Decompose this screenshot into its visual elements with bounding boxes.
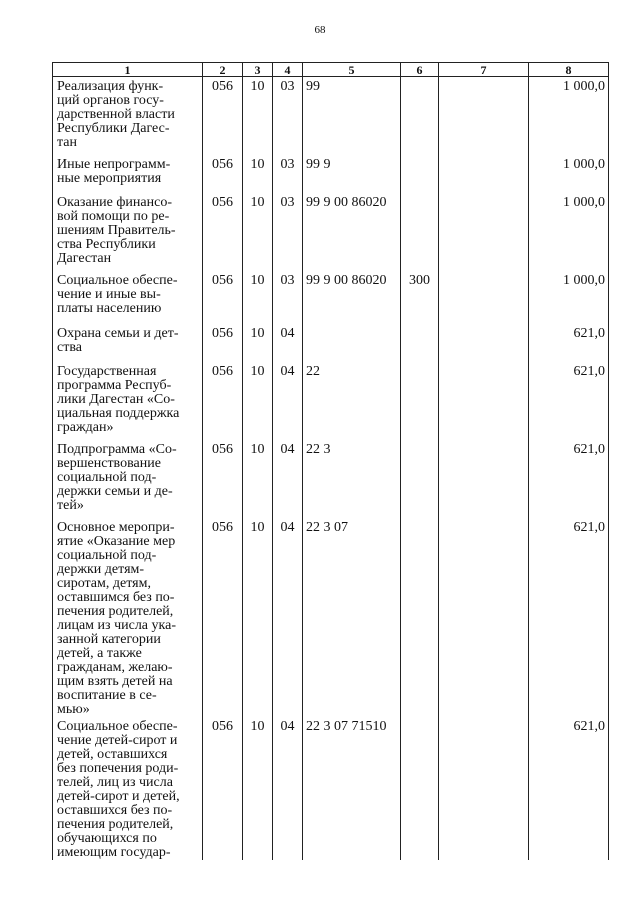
row-col5-cell: 99 9	[303, 155, 401, 193]
row-col6-cell	[401, 362, 439, 440]
table-header-row	[53, 63, 609, 77]
table-row	[53, 717, 609, 860]
row-col7-cell	[439, 193, 529, 271]
row-col2-cell: 056	[203, 77, 243, 155]
row-name-cell: Иные непрограмм- ные мероприятия	[53, 155, 203, 193]
row-col2-cell: 056	[203, 324, 243, 362]
header-col-2: 2	[203, 63, 243, 77]
row-col7-cell	[439, 362, 529, 440]
row-col4-cell: 03	[273, 271, 303, 324]
table-row	[53, 155, 609, 193]
row-col3-cell: 10	[243, 77, 273, 155]
budget-table	[52, 62, 609, 860]
row-col6-cell	[401, 77, 439, 155]
row-col8-cell: 1 000,0	[529, 271, 609, 324]
row-col5-cell: 22 3 07	[303, 518, 401, 717]
header-col-3: 3	[243, 63, 273, 77]
row-col8-cell: 621,0	[529, 362, 609, 440]
row-col8-cell: 621,0	[529, 440, 609, 518]
row-col6-cell	[401, 324, 439, 362]
row-col5-cell	[303, 324, 401, 362]
row-col4-cell: 04	[273, 518, 303, 717]
row-col2-cell: 056	[203, 518, 243, 717]
table-row	[53, 271, 609, 324]
row-col4-cell: 03	[273, 77, 303, 155]
row-col6-cell	[401, 440, 439, 518]
header-col-4: 4	[273, 63, 303, 77]
row-col7-cell	[439, 518, 529, 717]
row-col5-cell: 99 9 00 86020	[303, 193, 401, 271]
row-col4-cell: 04	[273, 362, 303, 440]
row-col5-cell: 22 3 07 71510	[303, 717, 401, 860]
row-col6-cell	[401, 518, 439, 717]
row-name-cell: Основное меропри- ятие «Оказание мер социальной под- держки детям- сиротам, детям, оставшимся без по- печения родителей, лицам из числа ука- занной категории детей, а также гражданам, желаю- щим взять детей на воспитание в се- мью»	[53, 518, 203, 717]
row-name-cell: Охрана семьи и дет- ства	[53, 324, 203, 362]
header-col-5: 5	[303, 63, 401, 77]
row-col5-cell: 22 3	[303, 440, 401, 518]
row-col3-cell: 10	[243, 440, 273, 518]
row-col5-cell: 99	[303, 77, 401, 155]
row-col8-cell: 1 000,0	[529, 155, 609, 193]
row-col2-cell: 056	[203, 271, 243, 324]
row-name-cell: Подпрограмма «Со- вершенствование социальной под- держки семьи и де- тей»	[53, 440, 203, 518]
row-col7-cell	[439, 440, 529, 518]
row-col4-cell: 04	[273, 440, 303, 518]
row-col5-cell: 22	[303, 362, 401, 440]
header-col-6: 6	[401, 63, 439, 77]
row-name-cell: Оказание финансо- вой помощи по ре- шениям Правитель- ства Республики Дагестан	[53, 193, 203, 271]
row-col2-cell: 056	[203, 440, 243, 518]
row-col2-cell: 056	[203, 717, 243, 860]
row-col8-cell: 1 000,0	[529, 77, 609, 155]
row-col6-cell	[401, 717, 439, 860]
row-col8-cell: 621,0	[529, 324, 609, 362]
row-name-cell: Социальное обеспе- чение детей-сирот и детей, оставшихся без попечения роди- телей, лиц из числа детей-сирот и детей, оставшихся без по- печения родителей, обучающихся по имеющим государ-	[53, 717, 203, 860]
row-col2-cell: 056	[203, 193, 243, 271]
table-body	[53, 77, 609, 860]
table-row	[53, 77, 609, 155]
table-row	[53, 324, 609, 362]
row-col7-cell	[439, 717, 529, 860]
row-col4-cell: 03	[273, 193, 303, 271]
row-col7-cell	[439, 77, 529, 155]
row-col4-cell: 04	[273, 324, 303, 362]
row-name-cell: Социальное обеспе- чение и иные вы- платы населению	[53, 271, 203, 324]
table-row	[53, 440, 609, 518]
table-row	[53, 518, 609, 717]
table-row	[53, 362, 609, 440]
header-col-1: 1	[53, 63, 203, 77]
row-col8-cell: 621,0	[529, 518, 609, 717]
row-col3-cell: 10	[243, 362, 273, 440]
row-col3-cell: 10	[243, 717, 273, 860]
table-row	[53, 193, 609, 271]
row-col3-cell: 10	[243, 193, 273, 271]
row-col2-cell: 056	[203, 155, 243, 193]
row-col4-cell: 04	[273, 717, 303, 860]
header-col-8: 8	[529, 63, 609, 77]
header-col-7: 7	[439, 63, 529, 77]
row-col3-cell: 10	[243, 518, 273, 717]
row-col2-cell: 056	[203, 362, 243, 440]
page-number: 68	[314, 24, 326, 36]
row-col7-cell	[439, 271, 529, 324]
row-col7-cell	[439, 155, 529, 193]
row-col3-cell: 10	[243, 155, 273, 193]
row-col8-cell: 1 000,0	[529, 193, 609, 271]
row-name-cell: Государственная программа Респуб- лики Дагестан «Со- циальная поддержка граждан»	[53, 362, 203, 440]
row-col7-cell	[439, 324, 529, 362]
row-col8-cell: 621,0	[529, 717, 609, 860]
row-col6-cell: 300	[401, 271, 439, 324]
row-col4-cell: 03	[273, 155, 303, 193]
row-col3-cell: 10	[243, 271, 273, 324]
row-col3-cell: 10	[243, 324, 273, 362]
row-col6-cell	[401, 155, 439, 193]
row-name-cell: Реализация функ- ций органов госу- дарственной власти Республики Дагес- тан	[53, 77, 203, 155]
row-col6-cell	[401, 193, 439, 271]
row-col5-cell: 99 9 00 86020	[303, 271, 401, 324]
